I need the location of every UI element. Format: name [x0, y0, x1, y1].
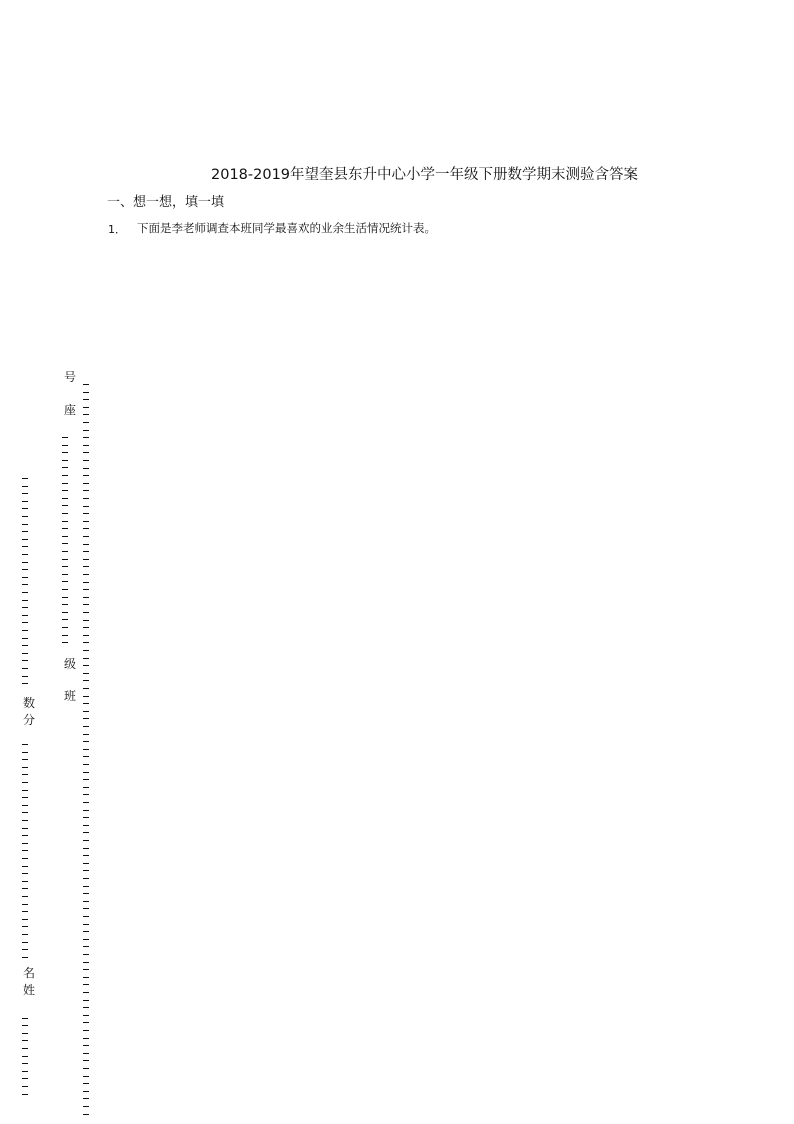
binding-line-dash	[62, 498, 68, 499]
binding-line-dash	[62, 619, 68, 620]
binding-line-dash	[62, 581, 68, 582]
binding-line-dash	[83, 1083, 89, 1084]
binding-line-dash	[22, 812, 28, 813]
binding-line-dash	[22, 1086, 28, 1087]
binding-line-dash	[83, 817, 89, 818]
binding-line-dash	[62, 642, 68, 643]
binding-line-dash	[22, 866, 28, 867]
score-label-char-2: 分	[23, 713, 36, 727]
binding-line-dash	[83, 407, 89, 408]
binding-line-dash	[22, 767, 28, 768]
binding-line-dash	[83, 696, 89, 697]
seat-number-label-char-2: 座	[64, 403, 77, 417]
binding-line-dash	[83, 1060, 89, 1061]
binding-line-dash	[83, 384, 89, 385]
binding-line-dash	[22, 896, 28, 897]
binding-line-dash	[83, 1022, 89, 1023]
binding-line-dash	[22, 660, 28, 661]
binding-line-dash	[83, 764, 89, 765]
binding-line-dash	[22, 782, 28, 783]
binding-line-dash	[22, 676, 28, 677]
binding-line-dash	[83, 430, 89, 431]
name-label-char-1: 名	[23, 966, 36, 980]
binding-line-dash	[83, 962, 89, 963]
binding-line-dash	[22, 774, 28, 775]
binding-line-dash	[83, 840, 89, 841]
binding-line-dash	[22, 805, 28, 806]
binding-line-dash	[83, 1091, 89, 1092]
binding-line-dash	[83, 422, 89, 423]
binding-line-dash	[83, 901, 89, 902]
binding-line-dash	[83, 810, 89, 811]
binding-line-dash	[22, 622, 28, 623]
binding-line-dash	[83, 802, 89, 803]
binding-line-dash	[83, 718, 89, 719]
binding-line-dash	[22, 881, 28, 882]
page-title: 2018-2019年望奎县东升中心小学一年级下册数学期末测验含答案	[211, 167, 639, 183]
binding-line-dash	[83, 863, 89, 864]
binding-line-dash	[62, 604, 68, 605]
binding-line-dash	[83, 452, 89, 453]
score-label-char-1: 数	[23, 696, 36, 710]
binding-line-dash	[83, 1015, 89, 1016]
section-heading: 一、想一想，填一填	[107, 195, 225, 210]
binding-line-dash	[62, 559, 68, 560]
binding-line-dash	[22, 873, 28, 874]
binding-line-dash	[83, 1053, 89, 1054]
binding-line-dash	[62, 536, 68, 537]
binding-line-dash	[22, 1040, 28, 1041]
binding-line-dash	[62, 437, 68, 438]
binding-line-dash	[83, 597, 89, 598]
binding-line-dash	[83, 642, 89, 643]
binding-line-dash	[83, 756, 89, 757]
binding-line-dash	[22, 508, 28, 509]
binding-line-dash	[22, 600, 28, 601]
binding-line-dash	[83, 794, 89, 795]
binding-line-dash	[83, 1106, 89, 1107]
binding-line-dash	[22, 668, 28, 669]
binding-line-dash	[83, 566, 89, 567]
question-number: 1．	[108, 223, 126, 236]
binding-line-dash	[62, 467, 68, 468]
binding-line-dash	[83, 1000, 89, 1001]
binding-line-dash	[83, 528, 89, 529]
binding-line-dash	[22, 850, 28, 851]
binding-line-dash	[22, 577, 28, 578]
binding-line-dash	[83, 612, 89, 613]
binding-line-dash	[62, 543, 68, 544]
binding-line-dash	[62, 490, 68, 491]
binding-line-dash	[22, 638, 28, 639]
binding-line-dash	[22, 493, 28, 494]
binding-line-dash	[22, 926, 28, 927]
binding-line-dash	[83, 635, 89, 636]
binding-line-dash	[62, 612, 68, 613]
binding-line-dash	[83, 437, 89, 438]
binding-line-dash	[83, 1114, 89, 1115]
binding-line-dash	[83, 954, 89, 955]
binding-line-dash	[83, 658, 89, 659]
binding-line-dash	[83, 673, 89, 674]
binding-line-dash	[22, 1094, 28, 1095]
binding-line-dash	[62, 452, 68, 453]
binding-line-dash	[83, 1068, 89, 1069]
binding-line-dash	[83, 544, 89, 545]
binding-line-dash	[83, 984, 89, 985]
binding-line-dash	[83, 392, 89, 393]
binding-line-dash	[83, 604, 89, 605]
binding-line-dash	[22, 486, 28, 487]
binding-line-dash	[22, 1071, 28, 1072]
binding-line-dash	[22, 1063, 28, 1064]
name-label-char-2: 姓	[23, 983, 36, 997]
binding-line-dash	[22, 835, 28, 836]
binding-line-dash	[62, 505, 68, 506]
binding-line-dash	[83, 734, 89, 735]
binding-line-dash	[22, 752, 28, 753]
binding-line-dash	[22, 744, 28, 745]
binding-line-dash	[22, 843, 28, 844]
binding-line-dash	[62, 513, 68, 514]
binding-line-dash	[83, 726, 89, 727]
binding-line-dash	[83, 969, 89, 970]
binding-line-dash	[83, 870, 89, 871]
binding-line-dash	[62, 627, 68, 628]
binding-line-dash	[83, 825, 89, 826]
binding-line-dash	[83, 931, 89, 932]
binding-line-dash	[83, 878, 89, 879]
binding-line-dash	[83, 893, 89, 894]
binding-line-dash	[22, 645, 28, 646]
binding-line-dash	[22, 569, 28, 570]
binding-line-dash	[22, 1033, 28, 1034]
binding-line-dash	[22, 524, 28, 525]
binding-line-dash	[62, 521, 68, 522]
binding-line-dash	[83, 468, 89, 469]
binding-line-dash	[62, 635, 68, 636]
binding-line-dash	[22, 820, 28, 821]
binding-line-dash	[83, 521, 89, 522]
binding-line-dash	[62, 589, 68, 590]
binding-line-dash	[83, 513, 89, 514]
binding-line-dash	[83, 399, 89, 400]
binding-line-dash	[22, 957, 28, 958]
binding-line-dash	[22, 1056, 28, 1057]
binding-line-dash	[83, 506, 89, 507]
binding-line-dash	[83, 445, 89, 446]
binding-line-dash	[83, 741, 89, 742]
binding-line-dash	[83, 650, 89, 651]
binding-line-dash	[83, 551, 89, 552]
binding-line-dash	[22, 759, 28, 760]
binding-line-dash	[83, 787, 89, 788]
binding-line-dash	[22, 949, 28, 950]
binding-line-dash	[22, 1078, 28, 1079]
binding-line-dash	[83, 832, 89, 833]
binding-line-dash	[83, 703, 89, 704]
binding-line-dash	[83, 574, 89, 575]
seat-number-label-char-1: 号	[64, 370, 77, 384]
binding-line-dash	[83, 886, 89, 887]
binding-line-dash	[83, 627, 89, 628]
binding-line-dash	[22, 934, 28, 935]
binding-line-dash	[83, 939, 89, 940]
binding-line-dash	[22, 501, 28, 502]
binding-line-dash	[62, 551, 68, 552]
binding-line-dash	[62, 528, 68, 529]
binding-line-dash	[22, 554, 28, 555]
binding-line-dash	[83, 582, 89, 583]
binding-line-dash	[62, 475, 68, 476]
class-label-char-2: 班	[64, 689, 77, 703]
binding-line-dash	[62, 574, 68, 575]
binding-line-dash	[83, 772, 89, 773]
binding-line-dash	[22, 1025, 28, 1026]
binding-line-dash	[22, 919, 28, 920]
binding-line-dash	[83, 977, 89, 978]
binding-line-dash	[62, 597, 68, 598]
binding-line-dash	[22, 539, 28, 540]
binding-line-dash	[22, 1048, 28, 1049]
binding-line-dash	[22, 942, 28, 943]
binding-line-dash	[62, 566, 68, 567]
binding-line-dash	[22, 607, 28, 608]
binding-line-dash	[83, 620, 89, 621]
binding-line-dash	[83, 680, 89, 681]
binding-line-dash	[83, 924, 89, 925]
binding-line-dash	[22, 858, 28, 859]
binding-line-dash	[22, 546, 28, 547]
binding-line-dash	[22, 828, 28, 829]
binding-line-dash	[83, 779, 89, 780]
binding-line-dash	[62, 445, 68, 446]
binding-line-dash	[83, 1076, 89, 1077]
binding-line-dash	[22, 911, 28, 912]
binding-line-dash	[83, 908, 89, 909]
binding-line-dash	[83, 498, 89, 499]
binding-line-dash	[22, 584, 28, 585]
binding-line-dash	[83, 855, 89, 856]
binding-line-dash	[62, 483, 68, 484]
binding-line-dash	[22, 630, 28, 631]
binding-line-dash	[22, 562, 28, 563]
binding-line-dash	[83, 1045, 89, 1046]
binding-line-dash	[83, 414, 89, 415]
binding-line-dash	[22, 683, 28, 684]
binding-line-dash	[83, 1038, 89, 1039]
binding-line-dash	[83, 848, 89, 849]
class-label-char-1: 级	[64, 657, 77, 671]
binding-line-dash	[22, 592, 28, 593]
binding-line-dash	[22, 653, 28, 654]
binding-line-dash	[83, 475, 89, 476]
binding-line-dash	[62, 460, 68, 461]
binding-line-dash	[22, 904, 28, 905]
binding-line-dash	[22, 888, 28, 889]
binding-line-dash	[83, 536, 89, 537]
binding-line-dash	[83, 749, 89, 750]
binding-line-dash	[83, 460, 89, 461]
binding-line-dash	[83, 559, 89, 560]
binding-line-dash	[83, 916, 89, 917]
binding-line-dash	[22, 531, 28, 532]
question-text: 下面是李老师调查本班同学最喜欢的业余生活情况统计表。	[137, 221, 436, 235]
binding-line-dash	[83, 992, 89, 993]
binding-line-dash	[22, 615, 28, 616]
binding-line-dash	[22, 1018, 28, 1019]
binding-line-dash	[22, 797, 28, 798]
binding-line-dash	[83, 1098, 89, 1099]
binding-line-dash	[83, 711, 89, 712]
binding-line-dash	[22, 478, 28, 479]
binding-line-dash	[83, 490, 89, 491]
binding-line-dash	[22, 516, 28, 517]
binding-line-dash	[83, 946, 89, 947]
binding-line-dash	[83, 1030, 89, 1031]
binding-line-dash	[83, 1007, 89, 1008]
binding-line-dash	[83, 688, 89, 689]
binding-line-dash	[22, 790, 28, 791]
binding-line-dash	[83, 483, 89, 484]
binding-line-dash	[83, 665, 89, 666]
binding-line-dash	[83, 589, 89, 590]
